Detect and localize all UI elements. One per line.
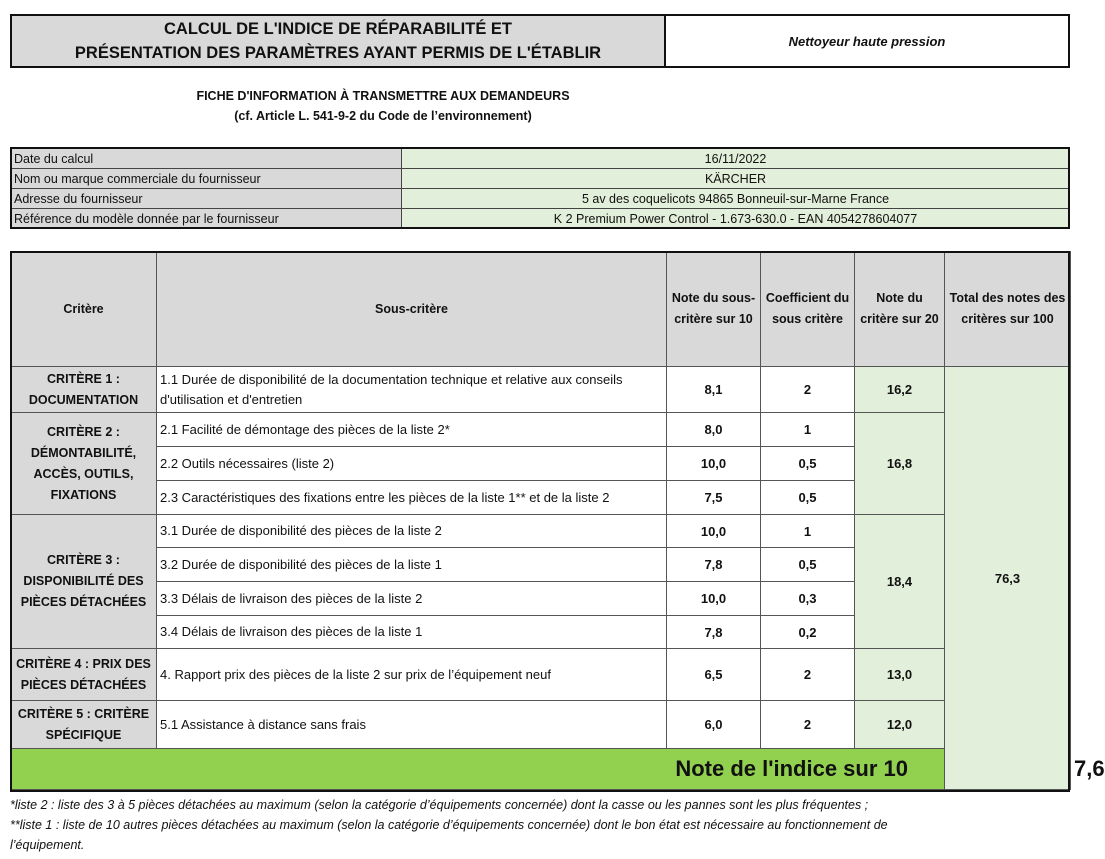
sub-criterion: 3.4 Délais de livraison des pièces de la liste 1	[157, 616, 667, 649]
info-label: Référence du modèle donnée par le fournisseur	[11, 209, 402, 229]
sub-note: 7,8	[667, 548, 761, 582]
sub-note: 8,0	[667, 413, 761, 447]
sub-coef: 2	[761, 367, 855, 413]
sub-coef: 0,3	[761, 582, 855, 616]
sub-coef: 1	[761, 515, 855, 548]
index-label: Note de l'indice sur 10	[11, 749, 945, 790]
sub-note: 8,1	[667, 367, 761, 413]
info-value: K 2 Premium Power Control - 1.673-630.0 - EAN 4054278604077	[402, 209, 1070, 229]
sub-note: 7,8	[667, 616, 761, 649]
criterion-score: 16,2	[855, 367, 945, 413]
criterion-score: 13,0	[855, 649, 945, 701]
footnote-liste-2: *liste 2 : liste des 3 à 5 pièces détachées au maximum (selon la catégorie d’équipements concernée) dont la casse ou les pannes sont les plus fréquentes ;	[10, 798, 869, 812]
sub-coef: 0,2	[761, 616, 855, 649]
sub-coef: 0,5	[761, 447, 855, 481]
table-row	[11, 701, 1071, 749]
criterion-score: 12,0	[855, 701, 945, 749]
sub-coef: 0,5	[761, 481, 855, 515]
sub-coef: 2	[761, 649, 855, 701]
criterion-score: 18,4	[855, 515, 945, 649]
header-critere: Critère	[11, 252, 157, 367]
info-value: 5 av des coquelicots 94865 Bonneuil-sur-Marne France	[402, 189, 1070, 209]
header-note-sous-critere: Note du sous-critère sur 10	[667, 252, 761, 367]
info-value: 16/11/2022	[402, 149, 1070, 169]
sub-criterion: 2.1 Facilité de démontage des pièces de la liste 2*	[157, 413, 667, 447]
header-note-critere: Note du critère sur 20	[855, 252, 945, 367]
sub-note: 10,0	[667, 582, 761, 616]
info-label: Adresse du fournisseur	[11, 189, 402, 209]
criterion-name: CRITÈRE 2 : DÉMONTABILITÉ, ACCÈS, OUTILS, FIXATIONS	[11, 413, 157, 515]
sub-note: 6,0	[667, 701, 761, 749]
footnote-liste-1: **liste 1 : liste de 10 autres pièces détachées au maximum (selon la catégorie d’équipements concernée) dont le bon état est nécessaire au fonctionnement de	[10, 818, 888, 832]
total-score: 76,3	[945, 367, 1071, 790]
footnotes	[10, 795, 1070, 855]
sub-criterion: 5.1 Assistance à distance sans frais	[157, 701, 667, 749]
sub-criterion: 2.3 Caractéristiques des fixations entre les pièces de la liste 1** et de la liste 2	[157, 481, 667, 515]
title-box	[10, 14, 666, 68]
info-label: Date du calcul	[11, 149, 402, 169]
criterion-score: 16,8	[855, 413, 945, 515]
title-line-2: PRÉSENTATION DES PARAMÈTRES AYANT PERMIS DE L'ÉTABLIR	[74, 44, 602, 62]
subtitle-line-1: FICHE D'INFORMATION À TRANSMETTRE AUX DEMANDEURS	[196, 89, 570, 103]
sub-criterion: 2.2 Outils nécessaires (liste 2)	[157, 447, 667, 481]
sub-note: 7,5	[667, 481, 761, 515]
repairability-table	[10, 251, 1105, 790]
sub-note: 6,5	[667, 649, 761, 701]
index-row: Note de l'indice sur 10 7,6	[11, 749, 1071, 790]
criterion-name: CRITÈRE 3 : DISPONIBILITÉ DES PIÈCES DÉTACHÉES	[11, 515, 157, 649]
title-line-1: CALCUL DE L'INDICE DE RÉPARABILITÉ ET	[164, 20, 512, 38]
header-row	[11, 252, 1071, 367]
info-frame	[10, 147, 1070, 229]
sub-note: 10,0	[667, 447, 761, 481]
sub-criterion: 3.1 Durée de disponibilité des pièces de la liste 2	[157, 515, 667, 548]
header-total: Total des notes des critères sur 100	[945, 252, 1071, 367]
subtitle	[10, 86, 756, 126]
subtitle-line-2: (cf. Article L. 541-9-2 du Code de l’environnement)	[234, 109, 532, 123]
sub-coef: 2	[761, 701, 855, 749]
criterion-name: CRITÈRE 1 : DOCUMENTATION	[11, 367, 157, 413]
sub-note: 10,0	[667, 515, 761, 548]
sub-criterion: 3.3 Délais de livraison des pièces de la liste 2	[157, 582, 667, 616]
info-value: KÄRCHER	[402, 169, 1070, 189]
header-sous-critere: Sous-critère	[157, 252, 667, 367]
footnote-liste-1-cont: l’équipement.	[10, 838, 85, 852]
sub-criterion: 3.2 Durée de disponibilité des pièces de la liste 1	[157, 548, 667, 582]
table-row	[11, 649, 1071, 701]
product-type: Nettoyeur haute pression	[666, 14, 1070, 68]
criterion-name: CRITÈRE 5 : CRITÈRE SPÉCIFIQUE	[11, 701, 157, 749]
sub-coef: 0,5	[761, 548, 855, 582]
sub-criterion: 1.1 Durée de disponibilité de la documentation technique et relative aux conseils d'utilisation et d'entretien	[157, 367, 667, 413]
sub-coef: 1	[761, 413, 855, 447]
table-row	[11, 413, 1071, 447]
table-row	[11, 515, 1071, 548]
table-row	[11, 367, 1071, 413]
info-label: Nom ou marque commerciale du fournisseur	[11, 169, 402, 189]
header-coefficient: Coefficient du sous critère	[761, 252, 855, 367]
sub-criterion: 4. Rapport prix des pièces de la liste 2 sur prix de l’équipement neuf	[157, 649, 667, 701]
criterion-name: CRITÈRE 4 : PRIX DES PIÈCES DÉTACHÉES	[11, 649, 157, 701]
